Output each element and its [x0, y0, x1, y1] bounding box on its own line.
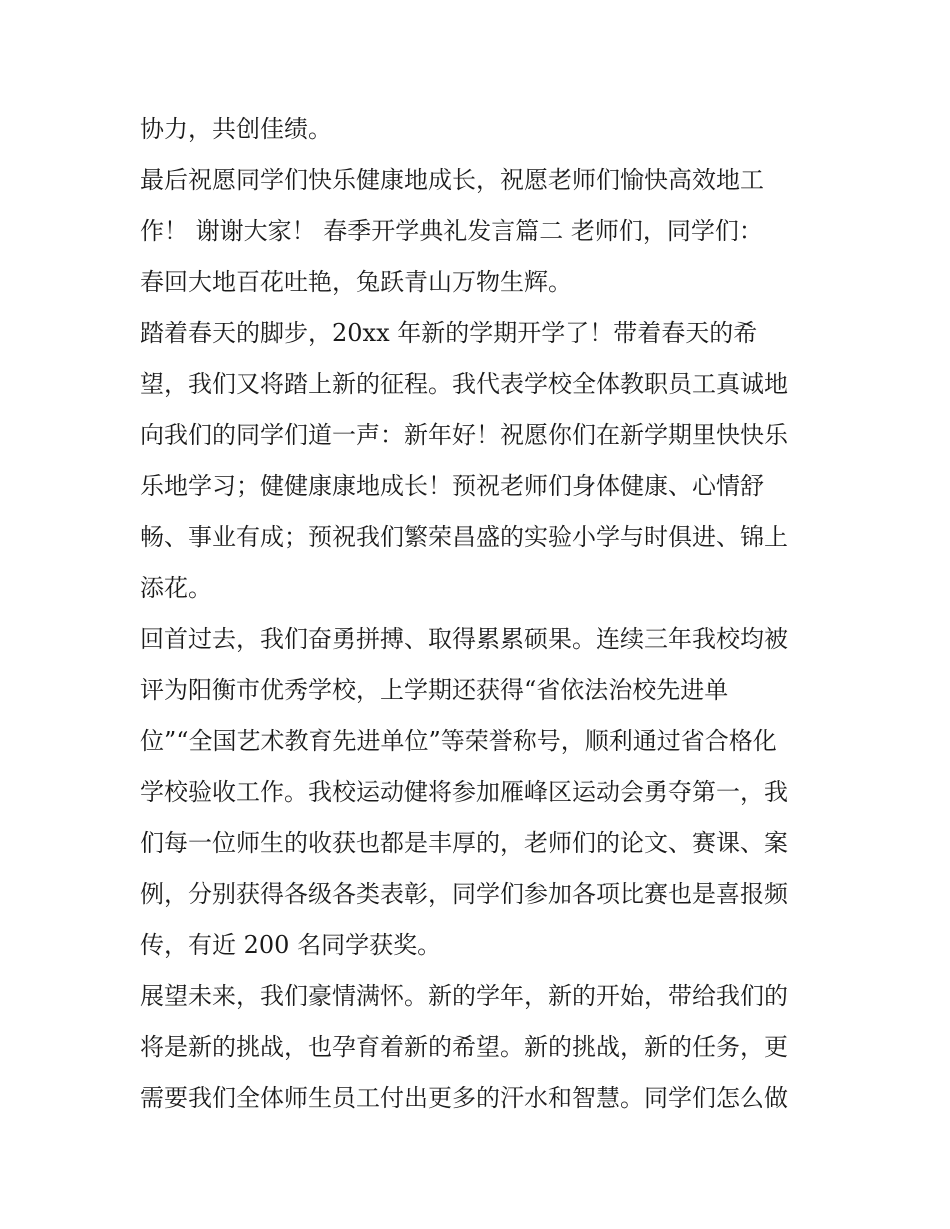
text-line: 评为阳衡市优秀学校，上学期还获得“省依法治校先进单: [140, 676, 729, 704]
text-line: 展望未来，我们豪情满怀。新的学年，新的开始，带给我们的: [140, 982, 788, 1010]
text-line: 作！ 谢谢大家！ 春季开学典礼发言篇二 老师们，同学们：: [140, 217, 763, 245]
text-line: 最后祝愿同学们快乐健康地成长，祝愿老师们愉快高效地工: [140, 166, 764, 194]
text-line: 们每一位师生的收获也都是丰厚的，老师们的论文、赛课、案: [140, 829, 788, 857]
text-line: 学校验收工作。我校运动健将参加雁峰区运动会勇夺第一，我: [140, 778, 788, 806]
text-line: 春回大地百花吐艳，兔跃青山万物生辉。: [140, 268, 572, 296]
text-line: 将是新的挑战，也孕育着新的希望。新的挑战，新的任务，更: [140, 1033, 788, 1061]
text-line: 协力，共创佳绩。: [140, 115, 332, 143]
text-line: 乐地学习；健健康康地成长！预祝老师们身体健康、心情舒: [140, 472, 764, 500]
text-line: 需要我们全体师生员工付出更多的汗水和智慧。同学们怎么做: [140, 1084, 788, 1112]
text-line: 传，有近 200 名同学获奖。: [140, 931, 442, 959]
text-line: 位”“全国艺术教育先进单位”等荣誉称号，顺利通过省合格化: [140, 727, 777, 755]
text-line: 添花。: [140, 574, 212, 602]
text-line: 畅、事业有成；预祝我们繁荣昌盛的实验小学与时俱进、锦上: [140, 523, 788, 551]
text-line: 向我们的同学们道一声：新年好！祝愿你们在新学期里快快乐: [140, 421, 788, 449]
text-line: 望，我们又将踏上新的征程。我代表学校全体教职员工真诚地: [140, 370, 788, 398]
text-line: 踏着春天的脚步，20xx 年新的学期开学了！带着春天的希: [140, 319, 758, 347]
text-line: 回首过去，我们奋勇拼搏、取得累累硕果。连续三年我校均被: [140, 625, 788, 653]
document-body: [140, 104, 820, 1124]
text-line: 例，分别获得各级各类表彰，同学们参加各项比赛也是喜报频: [140, 880, 788, 908]
